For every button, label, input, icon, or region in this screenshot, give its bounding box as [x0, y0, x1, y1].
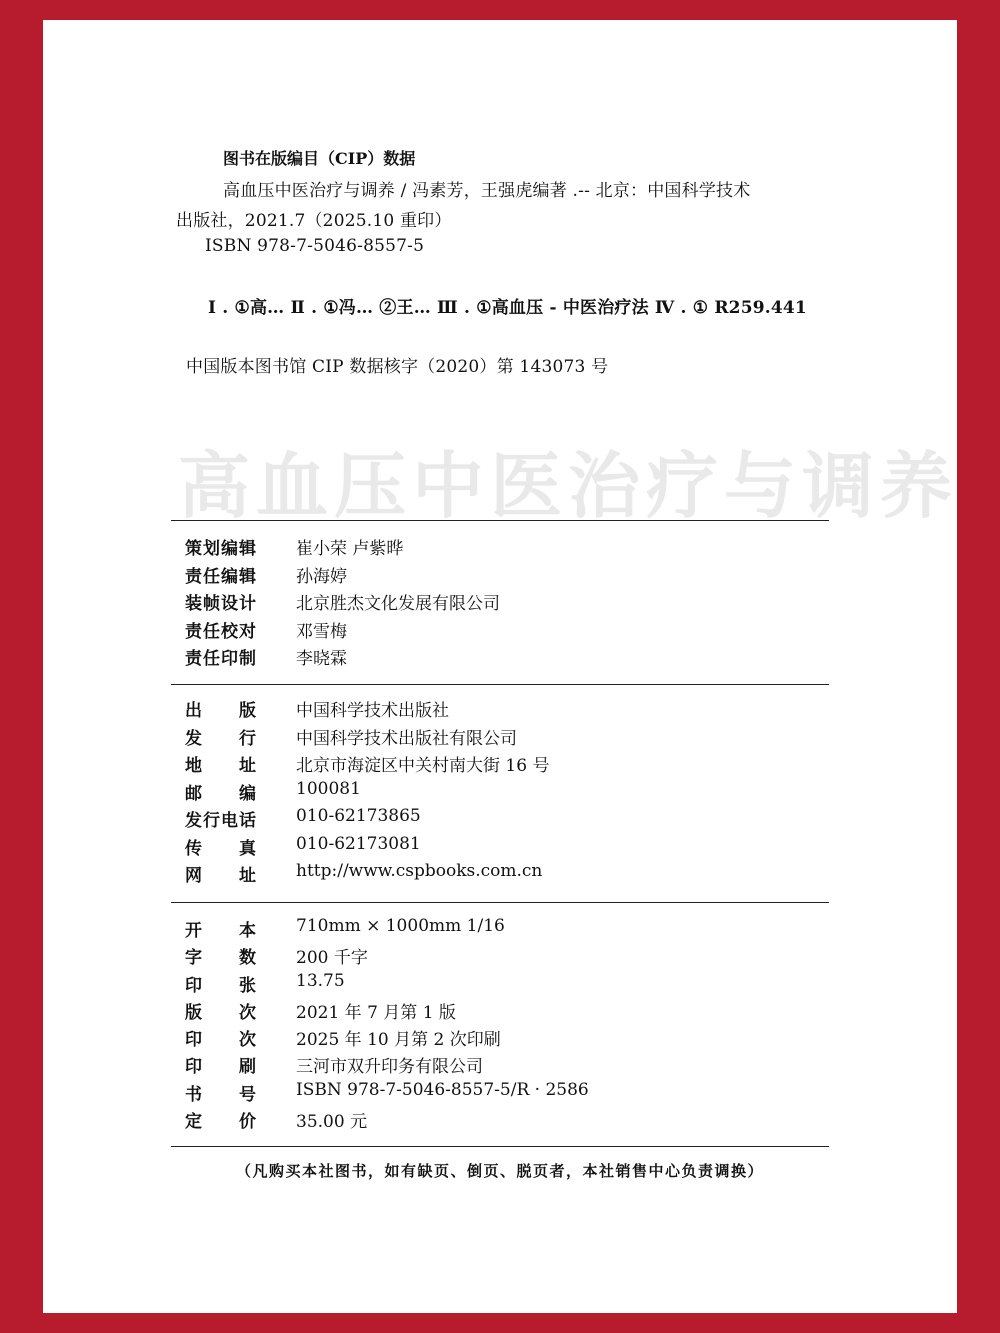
- editorial-credits: [43, 534, 957, 672]
- credit-row: [43, 562, 957, 590]
- spec-label: 书 号: [185, 1084, 257, 1105]
- credit-label: 责任校对: [185, 621, 257, 642]
- spec-value: 2025 年 10 月第 2 次印刷: [296, 1030, 501, 1051]
- cip-isbn-line: ISBN 978-7-5046-8557-5: [205, 236, 425, 256]
- cip-approval-number: 中国版本图书馆 CIP 数据核字（2020）第 143073 号: [186, 357, 609, 377]
- spec-row: [43, 1052, 957, 1079]
- spec-value: 200 千字: [296, 948, 368, 969]
- credit-row: [43, 617, 957, 645]
- copyright-page: [43, 20, 957, 1313]
- publisher-label: 网 址: [185, 866, 257, 886]
- publisher-value: 北京市海淀区中关村南大街 16 号: [296, 756, 550, 776]
- publisher-label: 传 真: [185, 838, 257, 859]
- publisher-row: [43, 861, 957, 889]
- spec-row: [43, 998, 957, 1025]
- credit-row: [43, 644, 957, 672]
- divider-rule: [171, 684, 829, 685]
- cip-record-line-1: 高血压中医治疗与调养 / 冯素芳，王强虎编著 .-- 北京：中国科学技术: [223, 181, 751, 201]
- credit-value: 崔小荣 卢紫晔: [296, 539, 404, 559]
- publisher-value: 010-62173865: [296, 806, 421, 826]
- spec-row: [43, 916, 957, 943]
- publisher-row: [43, 696, 957, 724]
- spec-label: 版 次: [185, 1002, 257, 1023]
- spec-label: 字 数: [185, 948, 257, 969]
- cip-heading: 图书在版编目（CIP）数据: [223, 149, 416, 168]
- cip-classification-line: Ⅰ . ①高… Ⅱ . ①冯… ②王… Ⅲ . ①高血压 - 中医治疗法 Ⅳ . ① R259.441: [208, 298, 807, 318]
- credit-label: 责任印制: [185, 649, 257, 669]
- publisher-row: [43, 779, 957, 807]
- publisher-row: [43, 834, 957, 862]
- credit-label: 策划编辑: [185, 539, 257, 559]
- spec-label: 开 本: [185, 921, 257, 941]
- spec-row: [43, 1080, 957, 1107]
- credit-row: [43, 589, 957, 617]
- credit-value: 李晓霖: [296, 649, 347, 669]
- spec-label: 定 价: [185, 1112, 257, 1133]
- publisher-info: [43, 696, 957, 889]
- publisher-row: [43, 724, 957, 752]
- credit-label: 责任编辑: [185, 566, 257, 587]
- spec-value: 710mm × 1000mm 1/16: [296, 916, 505, 936]
- credit-label: 装帧设计: [185, 594, 257, 614]
- cip-record-line-2: 出版社，2021.7（2025.10 重印）: [176, 211, 452, 231]
- spec-row: [43, 1025, 957, 1052]
- spec-value: 2021 年 7 月第 1 版: [296, 1002, 456, 1023]
- publisher-value: 中国科学技术出版社: [296, 701, 449, 721]
- spec-value: ISBN 978-7-5046-8557-5/R · 2586: [296, 1079, 589, 1100]
- spec-row: [43, 943, 957, 970]
- publisher-label: 发 行: [185, 728, 257, 749]
- spec-value: 三河市双升印务有限公司: [296, 1057, 483, 1078]
- replacement-notice: （凡购买本社图书，如有缺页、倒页、脱页者，本社销售中心负责调换）: [235, 1162, 764, 1180]
- publisher-value: 010-62173081: [296, 833, 421, 854]
- publisher-label: 邮 编: [185, 783, 257, 804]
- publisher-label: 出 版: [185, 701, 257, 721]
- publisher-label: 发行电话: [185, 811, 257, 831]
- spec-label: 印 张: [185, 975, 257, 996]
- divider-rule: [171, 1146, 829, 1147]
- publisher-value: 中国科学技术出版社有限公司: [296, 728, 517, 749]
- spec-row: [43, 971, 957, 998]
- book-title-bleedthrough: 高血压中医治疗与调养: [178, 444, 959, 528]
- publisher-row: [43, 751, 957, 779]
- publisher-website: http://www.cspbooks.com.cn: [296, 861, 543, 881]
- divider-rule: [171, 902, 829, 903]
- divider-rule: [171, 520, 829, 521]
- publisher-value: 100081: [296, 778, 361, 799]
- book-specifications: [43, 916, 957, 1134]
- publisher-row: [43, 806, 957, 834]
- credit-value: 邓雪梅: [296, 621, 347, 642]
- credit-row: [43, 534, 957, 562]
- spec-value: 13.75: [296, 970, 345, 991]
- spec-row: [43, 1107, 957, 1134]
- spec-value: 35.00 元: [296, 1112, 368, 1133]
- spec-label: 印 刷: [185, 1057, 257, 1078]
- publisher-label: 地 址: [185, 756, 257, 776]
- credit-value: 北京胜杰文化发展有限公司: [296, 594, 500, 614]
- credit-value: 孙海婷: [296, 566, 347, 587]
- spec-label: 印 次: [185, 1030, 257, 1051]
